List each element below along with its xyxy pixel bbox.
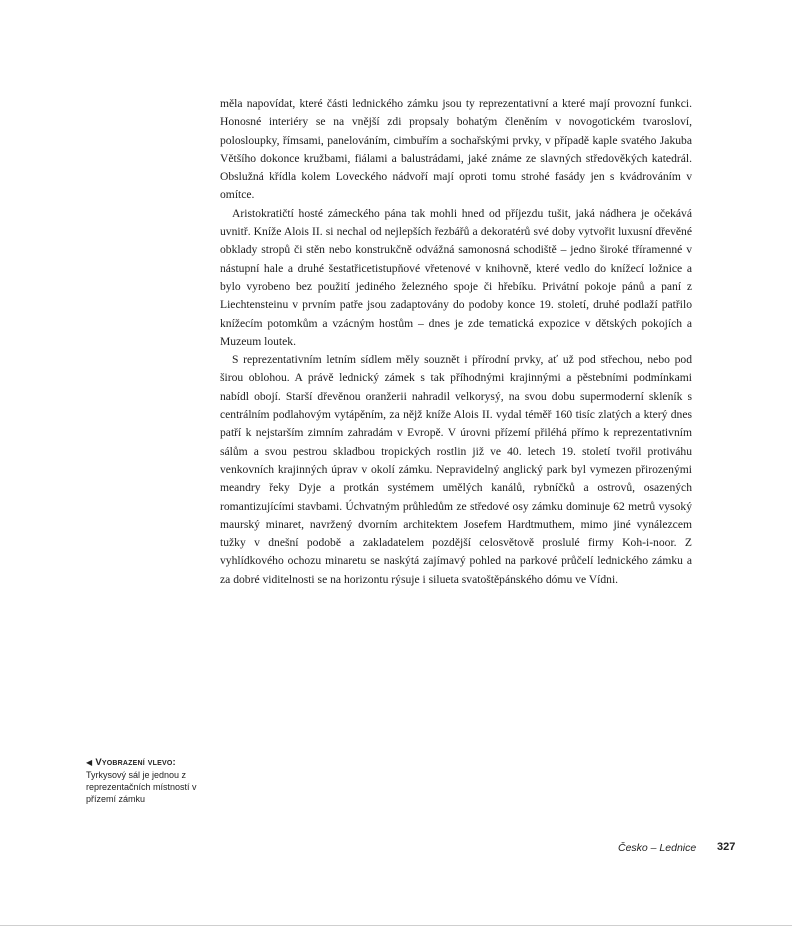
paragraph-2: Aristokratičtí hosté zámeckého pána tak mohli hned od příjezdu tušit, jaká nádhera je očekává uvnitř. Kníže Alois II. si nechal od nejlepších řezbářů a dekoratérů své doby vytvořit luxusní dřevěné obklady stropů či stěn nebo konstrukčně odvážná samonosná schodiště – jedno široké tříramenné v nástupní hale a druhé šestatřicetistupňové vřetenové v knihovně, které vedlo do knížecí ložnice a bylo vyrobeno bez použití jediného železného spoje či hřebíku. Privátní pokoje pánů a paní z Liechtensteinu v prvním patře jsou zadaptovány do podoby konce 19. století, druhé podlaží patřilo knížecím potomkům a vzácným hostům – dnes je zde tematická expozice v dětských pokojích a Muzeum loutek. [220, 206, 692, 348]
main-text [220, 95, 692, 589]
caption-heading-row [86, 757, 204, 769]
bottom-divider [0, 925, 792, 926]
left-arrow-icon: ◀ [86, 758, 93, 767]
paragraph-3: S reprezentativním letním sídlem měly souznět i přírodní prvky, ať už pod střechou, nebo pod širou oblohou. A právě lednický zámek s tak příhodnými krajinnými a pěstebními podmínkami nabídl obojí. Starší dřevěnou oranžerii nahradil velkorysý, na svou dobu supermoderní skleník s centrálním podlahovým vytápěním, za nějž kníže Alois II. vydal téměř 160 tisíc zlatých a který dnes patří k nejstarším zimním zahradám v Evropě. V úrovni přízemí přiléhá přímo k reprezentativním sálům a svou pestrou skladbou tropických rostlin již ve 40. letech 19. století tvořil protiváhu venkovních krajinných úprav v okolí zámku. Nepravidelný anglický park byl vymezen přirozenými meandry řeky Dyje a protkán systémem umělých kanálů, rybníčků a ostrovů, osazených romantizujícími stavbami. Úchvatným průhledům ze středové osy zámku dominuje 62 metrů vysoký maurský minaret, navržený dvorním architektem Josefem Hardtmuthem, mimo jiné vynálezcem tužky v dnešní podobě a zakladatelem pozdější celosvětově proslulé firmy Koh-i-noor. Z vyhlídkového ochozu minaretu se naskýtá zajímavý pohled na parkové průčelí lednického zámku a za dobré viditelnosti se na horizontu rýsuje i silueta svatoštěpánského dómu ve Vídni. [220, 353, 692, 586]
page-number: 327 [717, 841, 736, 853]
paragraph-1: měla napovídat, které části lednického zámku jsou ty reprezentativní a které mají provozní funkci. Honosné interiéry se na vnější zdi propsaly bohatým členěním v novogotickém tvarosloví, polosloupky, římsami, panelováním, cimbuřím a sochařskými prvky, v případě kaple svatého Jakuba Většího dokonce kružbami, fiálami a balustrádami, jaké známe ze slavných středověkých katedrál. Obslužná křídla kolem Loveckého nádvoří mají oproti tomu strohé fasády jen s kvádrováním v omítce. [220, 97, 692, 202]
caption-heading: Vyobrazení vlevo: [95, 757, 176, 768]
image-caption [86, 757, 204, 805]
caption-text: Tyrkysový sál je jednou z reprezentačních místností v přízemí zámku [86, 770, 197, 804]
running-footer-title: Česko – Lednice [618, 842, 697, 854]
